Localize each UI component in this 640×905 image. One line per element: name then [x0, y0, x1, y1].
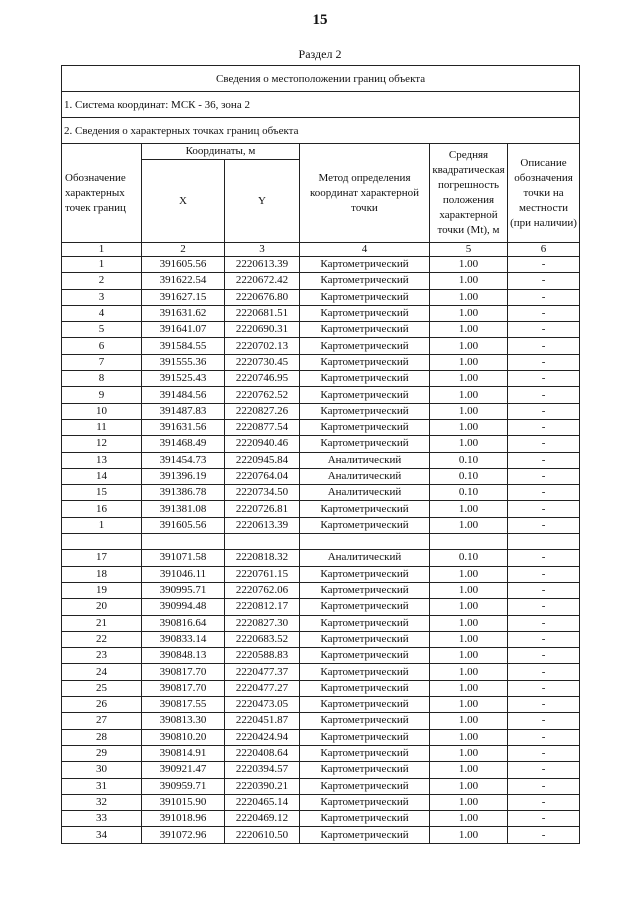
cell-method: Картометрический: [300, 387, 430, 403]
cell-x: 391487.83: [142, 403, 225, 419]
cell-accuracy: 1.00: [430, 273, 508, 289]
table-row: [62, 403, 580, 419]
cell-y: 2220812.17: [225, 599, 300, 615]
header-coordinates: Координаты, м: [142, 144, 300, 160]
table-row: [62, 501, 580, 517]
cell-y: 2220676.80: [225, 289, 300, 305]
cell-x: 391072.96: [142, 827, 225, 843]
cell-y: 2220761.15: [225, 566, 300, 582]
cell-y: 2220477.37: [225, 664, 300, 680]
cell-description: -: [508, 729, 580, 745]
cell-accuracy: 1.00: [430, 664, 508, 680]
cell-y: 2220681.51: [225, 305, 300, 321]
cell-description: [508, 534, 580, 550]
cell-x: 391396.19: [142, 468, 225, 484]
cell-method: Аналитический: [300, 468, 430, 484]
cell-point: 8: [62, 371, 142, 387]
cell-point: 32: [62, 794, 142, 810]
cell-method: Картометрический: [300, 371, 430, 387]
cell-accuracy: 1.00: [430, 289, 508, 305]
cell-point: 29: [62, 745, 142, 761]
cell-x: [142, 534, 225, 550]
cell-method: Картометрический: [300, 827, 430, 843]
cell-y: 2220762.52: [225, 387, 300, 403]
cell-point: 5: [62, 322, 142, 338]
cell-description: -: [508, 713, 580, 729]
cell-x: 391622.54: [142, 273, 225, 289]
cell-point: 26: [62, 697, 142, 713]
cell-x: 391484.56: [142, 387, 225, 403]
cell-y: 2220424.94: [225, 729, 300, 745]
cell-accuracy: 1.00: [430, 713, 508, 729]
column-number: 2: [142, 243, 225, 257]
cell-y: 2220477.27: [225, 680, 300, 696]
cell-method: Картометрический: [300, 631, 430, 647]
cell-method: Картометрический: [300, 745, 430, 761]
cell-x: 390813.30: [142, 713, 225, 729]
cell-method: Аналитический: [300, 485, 430, 501]
cell-x: 391641.07: [142, 322, 225, 338]
cell-description: -: [508, 680, 580, 696]
cell-x: 390817.70: [142, 680, 225, 696]
cell-y: 2220683.52: [225, 631, 300, 647]
cell-accuracy: 0.10: [430, 452, 508, 468]
table-body: [62, 257, 580, 844]
cell-point: 15: [62, 485, 142, 501]
header-point: Обозначение характерных точек границ: [62, 144, 142, 243]
cell-method: Картометрический: [300, 517, 430, 533]
column-number: 6: [508, 243, 580, 257]
cell-point: 33: [62, 811, 142, 827]
table-row: [62, 517, 580, 533]
cell-description: -: [508, 517, 580, 533]
cell-y: 2220818.32: [225, 550, 300, 566]
cell-y: 2220394.57: [225, 762, 300, 778]
cell-description: -: [508, 827, 580, 843]
cell-description: -: [508, 599, 580, 615]
cell-accuracy: 1.00: [430, 338, 508, 354]
cell-point: 1: [62, 257, 142, 273]
cell-description: -: [508, 322, 580, 338]
table-row: [62, 257, 580, 273]
cell-method: Картометрический: [300, 273, 430, 289]
cell-description: -: [508, 371, 580, 387]
cell-method: Картометрический: [300, 322, 430, 338]
cell-accuracy: 0.10: [430, 485, 508, 501]
cell-description: -: [508, 615, 580, 631]
cell-point: 28: [62, 729, 142, 745]
cell-method: Картометрический: [300, 338, 430, 354]
cell-x: 390817.55: [142, 697, 225, 713]
cell-method: Картометрический: [300, 436, 430, 452]
header-y: Y: [225, 160, 300, 243]
cell-accuracy: [430, 534, 508, 550]
cell-y: 2220764.04: [225, 468, 300, 484]
table-row: [62, 664, 580, 680]
cell-x: 390959.71: [142, 778, 225, 794]
cell-point: 27: [62, 713, 142, 729]
boundary-points-table: [61, 65, 580, 844]
cell-method: Картометрический: [300, 811, 430, 827]
cell-y: 2220690.31: [225, 322, 300, 338]
cell-description: -: [508, 811, 580, 827]
cell-accuracy: 1.00: [430, 827, 508, 843]
cell-point: 11: [62, 419, 142, 435]
cell-description: -: [508, 305, 580, 321]
cell-accuracy: 1.00: [430, 403, 508, 419]
cell-description: -: [508, 419, 580, 435]
cell-description: -: [508, 354, 580, 370]
cell-point: 25: [62, 680, 142, 696]
cell-y: 2220827.30: [225, 615, 300, 631]
cell-accuracy: 1.00: [430, 322, 508, 338]
table-row: [62, 811, 580, 827]
cell-y: 2220827.26: [225, 403, 300, 419]
cell-method: Картометрический: [300, 354, 430, 370]
table-row: [62, 680, 580, 696]
cell-x: 391018.96: [142, 811, 225, 827]
cell-accuracy: 0.10: [430, 550, 508, 566]
cell-x: 390848.13: [142, 648, 225, 664]
cell-method: Аналитический: [300, 550, 430, 566]
table-row: [62, 322, 580, 338]
cell-y: 2220473.05: [225, 697, 300, 713]
heading-row: [62, 66, 580, 92]
table-row: [62, 631, 580, 647]
cell-accuracy: 1.00: [430, 745, 508, 761]
cell-description: -: [508, 762, 580, 778]
cell-point: 22: [62, 631, 142, 647]
cell-x: 390833.14: [142, 631, 225, 647]
cell-point: [62, 534, 142, 550]
cell-description: -: [508, 289, 580, 305]
cell-point: 1: [62, 517, 142, 533]
cell-x: 391605.56: [142, 257, 225, 273]
cell-y: 2220469.12: [225, 811, 300, 827]
cell-point: 16: [62, 501, 142, 517]
cell-method: Картометрический: [300, 582, 430, 598]
cell-x: 390995.71: [142, 582, 225, 598]
table-row: [62, 713, 580, 729]
cell-description: -: [508, 436, 580, 452]
table-row: [62, 485, 580, 501]
cell-y: 2220613.39: [225, 257, 300, 273]
points-title: 2. Сведения о характерных точках границ объекта: [62, 118, 580, 144]
cell-point: 23: [62, 648, 142, 664]
cell-accuracy: 1.00: [430, 517, 508, 533]
cell-method: Картометрический: [300, 680, 430, 696]
table-row: [62, 387, 580, 403]
cell-y: 2220730.45: [225, 354, 300, 370]
cell-point: 7: [62, 354, 142, 370]
cell-point: 17: [62, 550, 142, 566]
cell-method: Картометрический: [300, 794, 430, 810]
cell-description: -: [508, 745, 580, 761]
cell-point: 12: [62, 436, 142, 452]
cell-description: -: [508, 664, 580, 680]
table-row: [62, 566, 580, 582]
cell-description: -: [508, 485, 580, 501]
cell-accuracy: 1.00: [430, 599, 508, 615]
cell-accuracy: 1.00: [430, 794, 508, 810]
cell-x: 391525.43: [142, 371, 225, 387]
cell-method: Картометрический: [300, 729, 430, 745]
cell-accuracy: 1.00: [430, 615, 508, 631]
header-row-1: [62, 144, 580, 160]
cell-x: 390816.64: [142, 615, 225, 631]
table-row: [62, 436, 580, 452]
cell-method: Картометрический: [300, 289, 430, 305]
table-row: [62, 468, 580, 484]
column-number: 3: [225, 243, 300, 257]
table-row: [62, 778, 580, 794]
cell-description: -: [508, 257, 580, 273]
cell-description: -: [508, 452, 580, 468]
cell-x: 390810.20: [142, 729, 225, 745]
cell-y: 2220408.64: [225, 745, 300, 761]
cell-point: 4: [62, 305, 142, 321]
table-row: [62, 648, 580, 664]
cell-y: 2220945.84: [225, 452, 300, 468]
table-row: [62, 371, 580, 387]
table-row: [62, 305, 580, 321]
table-row: [62, 697, 580, 713]
cell-method: Картометрический: [300, 615, 430, 631]
cell-point: 14: [62, 468, 142, 484]
cell-x: 391071.58: [142, 550, 225, 566]
cell-x: 391386.78: [142, 485, 225, 501]
cell-accuracy: 0.10: [430, 468, 508, 484]
cell-y: 2220390.21: [225, 778, 300, 794]
coordinate-system-row: [62, 92, 580, 118]
cell-x: 391631.62: [142, 305, 225, 321]
cell-description: -: [508, 697, 580, 713]
cell-accuracy: 1.00: [430, 680, 508, 696]
section-title: Раздел 2: [298, 47, 342, 61]
cell-y: 2220465.14: [225, 794, 300, 810]
cell-y: 2220610.50: [225, 827, 300, 843]
cell-y: 2220613.39: [225, 517, 300, 533]
cell-description: -: [508, 387, 580, 403]
table-row: [62, 615, 580, 631]
cell-accuracy: 1.00: [430, 436, 508, 452]
cell-method: [300, 534, 430, 550]
cell-method: Картометрический: [300, 713, 430, 729]
cell-x: 391381.08: [142, 501, 225, 517]
cell-method: Картометрический: [300, 778, 430, 794]
cell-y: 2220877.54: [225, 419, 300, 435]
cell-x: 391631.56: [142, 419, 225, 435]
cell-method: Картометрический: [300, 403, 430, 419]
cell-accuracy: 1.00: [430, 778, 508, 794]
cell-description: -: [508, 778, 580, 794]
cell-x: 391555.36: [142, 354, 225, 370]
cell-x: 391015.90: [142, 794, 225, 810]
cell-point: 6: [62, 338, 142, 354]
table-row: [62, 729, 580, 745]
cell-y: 2220672.42: [225, 273, 300, 289]
cell-point: 3: [62, 289, 142, 305]
cell-point: 20: [62, 599, 142, 615]
cell-y: 2220746.95: [225, 371, 300, 387]
table-row: [62, 354, 580, 370]
cell-accuracy: 1.00: [430, 566, 508, 582]
cell-accuracy: 1.00: [430, 501, 508, 517]
page-number: 15: [312, 12, 328, 28]
cell-x: 391454.73: [142, 452, 225, 468]
table-row: [62, 762, 580, 778]
cell-method: Картометрический: [300, 257, 430, 273]
table-row: [62, 338, 580, 354]
cell-point: 9: [62, 387, 142, 403]
cell-y: 2220726.81: [225, 501, 300, 517]
cell-x: 391627.15: [142, 289, 225, 305]
cell-accuracy: 1.00: [430, 697, 508, 713]
table-row: [62, 827, 580, 843]
coordinate-system: 1. Система координат: МСК - 36, зона 2: [62, 92, 580, 118]
cell-x: 390994.48: [142, 599, 225, 615]
cell-point: 10: [62, 403, 142, 419]
table-row: [62, 273, 580, 289]
cell-point: 19: [62, 582, 142, 598]
cell-point: 31: [62, 778, 142, 794]
cell-point: 24: [62, 664, 142, 680]
column-number: 1: [62, 243, 142, 257]
cell-accuracy: 1.00: [430, 419, 508, 435]
column-number-row: [62, 243, 580, 257]
cell-method: Картометрический: [300, 697, 430, 713]
cell-point: 34: [62, 827, 142, 843]
cell-y: 2220762.06: [225, 582, 300, 598]
cell-description: -: [508, 631, 580, 647]
cell-description: -: [508, 403, 580, 419]
cell-description: -: [508, 468, 580, 484]
cell-method: Картометрический: [300, 648, 430, 664]
cell-method: Картометрический: [300, 305, 430, 321]
cell-accuracy: 1.00: [430, 729, 508, 745]
cell-y: 2220451.87: [225, 713, 300, 729]
cell-x: 390921.47: [142, 762, 225, 778]
cell-x: 391468.49: [142, 436, 225, 452]
cell-point: 13: [62, 452, 142, 468]
cell-method: Картометрический: [300, 501, 430, 517]
cell-x: 391584.55: [142, 338, 225, 354]
cell-x: 390814.91: [142, 745, 225, 761]
cell-y: [225, 534, 300, 550]
table-row: [62, 550, 580, 566]
cell-description: -: [508, 582, 580, 598]
main-heading: Сведения о местоположении границ объекта: [62, 66, 580, 92]
table-row: [62, 745, 580, 761]
table-row: [62, 419, 580, 435]
cell-method: Аналитический: [300, 452, 430, 468]
header-accuracy: Средняя квадратическая погрешность положения характерной точки (Mt), м: [430, 144, 508, 243]
table-row-spacer: [62, 534, 580, 550]
cell-accuracy: 1.00: [430, 631, 508, 647]
table-row: [62, 794, 580, 810]
column-number: 5: [430, 243, 508, 257]
cell-description: -: [508, 550, 580, 566]
cell-method: Картометрический: [300, 664, 430, 680]
header-description: Описание обозначения точки на местности (при наличии): [508, 144, 580, 243]
cell-method: Картометрический: [300, 419, 430, 435]
column-number: 4: [300, 243, 430, 257]
cell-accuracy: 1.00: [430, 305, 508, 321]
cell-x: 390817.70: [142, 664, 225, 680]
cell-accuracy: 1.00: [430, 387, 508, 403]
cell-x: 391605.56: [142, 517, 225, 533]
cell-accuracy: 1.00: [430, 811, 508, 827]
cell-accuracy: 1.00: [430, 257, 508, 273]
cell-accuracy: 1.00: [430, 354, 508, 370]
cell-point: 30: [62, 762, 142, 778]
header-x: X: [142, 160, 225, 243]
cell-description: -: [508, 794, 580, 810]
cell-method: Картометрический: [300, 566, 430, 582]
cell-y: 2220588.83: [225, 648, 300, 664]
cell-description: -: [508, 273, 580, 289]
cell-accuracy: 1.00: [430, 582, 508, 598]
cell-accuracy: 1.00: [430, 371, 508, 387]
cell-y: 2220702.13: [225, 338, 300, 354]
cell-description: -: [508, 566, 580, 582]
cell-accuracy: 1.00: [430, 648, 508, 664]
cell-description: -: [508, 338, 580, 354]
table-row: [62, 599, 580, 615]
cell-method: Картометрический: [300, 599, 430, 615]
header-method: Метод определения координат характерной точки: [300, 144, 430, 243]
points-title-row: [62, 118, 580, 144]
table-row: [62, 582, 580, 598]
cell-accuracy: 1.00: [430, 762, 508, 778]
cell-y: 2220734.50: [225, 485, 300, 501]
table-row: [62, 289, 580, 305]
cell-point: 18: [62, 566, 142, 582]
cell-point: 21: [62, 615, 142, 631]
cell-method: Картометрический: [300, 762, 430, 778]
cell-y: 2220940.46: [225, 436, 300, 452]
cell-point: 2: [62, 273, 142, 289]
cell-description: -: [508, 501, 580, 517]
table-row: [62, 452, 580, 468]
cell-description: -: [508, 648, 580, 664]
cell-x: 391046.11: [142, 566, 225, 582]
